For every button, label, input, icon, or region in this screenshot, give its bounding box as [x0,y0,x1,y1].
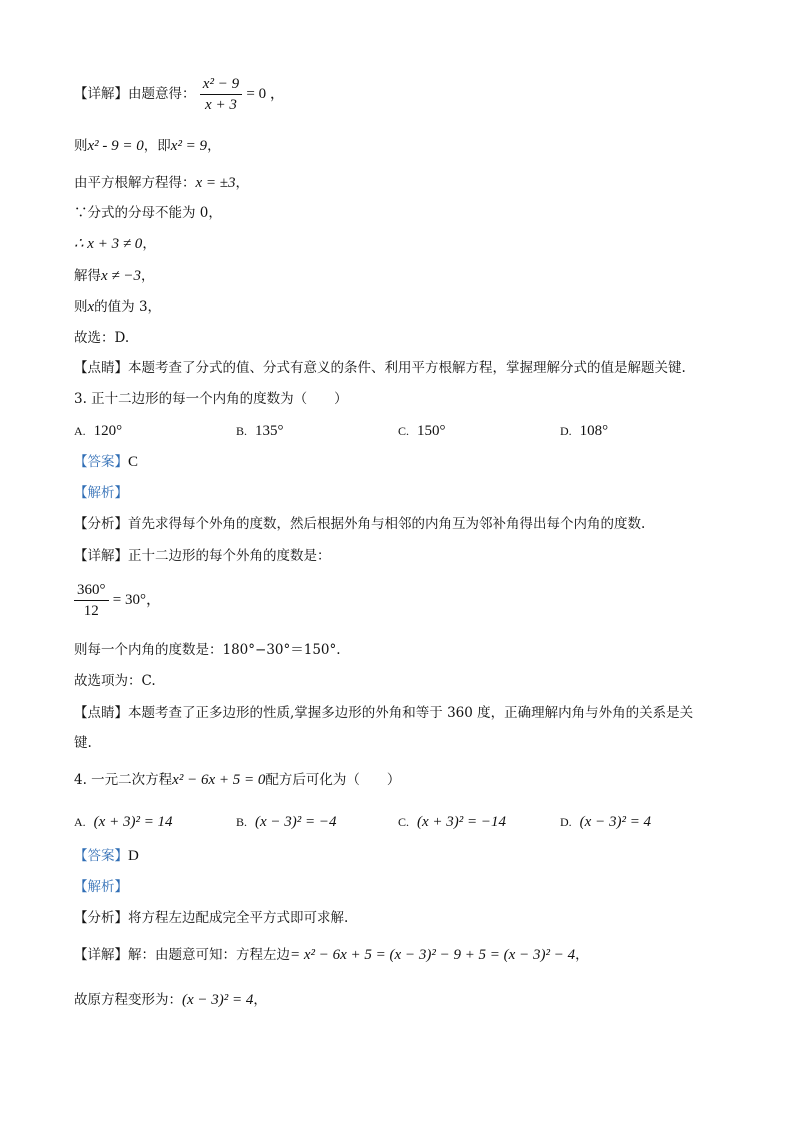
q3-xiangjie [74,546,331,566]
detail-tag: 【详解】 [74,86,128,102]
equation-x-pm3: x = ±3 [195,175,236,191]
q3-inner-angle: 则每一个内角的度数是：180°−30°＝150°. [74,642,341,658]
q4-option-d [560,812,651,832]
fraction-rhs: = 30°， [112,592,162,608]
detail-text: 由题意得： [128,86,196,102]
option-value: (x + 3)² = −14 [417,814,507,830]
fraction-360-over-12 [74,580,109,621]
option-value: (x + 3)² = 14 [93,814,173,830]
fenxi-tag: 【分析】 [74,516,128,532]
q3-choice: 故选项为：C. [74,673,156,689]
q3-dianjing-1 [74,703,693,723]
text-ji: ，即 [143,138,171,154]
line-sqrt-solve [74,173,249,193]
dianjing-text: 本题考查了分式的值、分式有意义的条件、利用平方根解方程，掌握理解分式的值是解题关键. [128,360,686,376]
q3-option-b [236,421,284,441]
xiangjie-text: 正十二边形的每个外角的度数是： [128,548,331,564]
q4-option-c [398,812,506,832]
line-denominator-nonzero: ∵分式的分母不能为 0， [74,205,222,221]
q4-final [74,990,267,1010]
q4-fenxi [74,908,348,928]
q3-fraction-line [74,580,161,621]
detail-line-fraction [74,74,285,115]
fraction-numerator: 360° [74,580,109,601]
line-x2-minus-9 [74,136,221,156]
option-value: 108° [579,423,609,439]
q3-fenxi [74,514,645,534]
final-equation: (x − 3)² = 4 [182,992,254,1008]
comma: ， [253,992,267,1008]
q3-option-d [560,421,608,441]
xiangjie-text: 解：由题意可知：方程左边 [128,947,290,963]
var-x: x [87,299,95,315]
dianjing-text: 本题考查了正多边形的性质,掌握多边形的外角和等于 360 度，正确理解内角与外角的关系是关 [128,705,694,721]
final-text: 故原方程变形为： [74,992,182,1008]
q3-option-c [398,421,446,441]
fenxi-text: 首先求得每个外角的度数，然后根据外角与相邻的内角互为邻补角得出每个内角的度数. [128,516,646,532]
fenxi-tag: 【分析】 [74,910,128,926]
question-4-stem [74,770,400,790]
stem-post: 配方后可化为（ ） [265,772,401,788]
equation-x2-equals-9: x² = 9 [170,138,208,154]
equation-x3-neq-0: ∴ x + 3 ≠ 0 [74,236,143,252]
option-label: A. [74,424,86,438]
line-x3-neq-0 [74,234,156,254]
fraction-numerator: x² − 9 [200,74,242,95]
stem-equation: x² − 6x + 5 = 0 [172,772,266,788]
option-label: C. [398,815,410,829]
q3-answer [74,452,138,472]
xiangjie-tag: 【详解】 [74,947,128,963]
fraction-denominator: 12 [83,603,99,619]
comma: ， [575,947,589,963]
option-label: C. [398,424,410,438]
text-ze: 则 [74,299,88,315]
q4-option-a [74,812,173,832]
q4-analysis-tag: 【解析】 [74,879,128,895]
stem-pre: 4. 一元二次方程 [74,772,173,788]
q3-option-a [74,421,122,441]
q4-answer [74,846,139,866]
fraction-x2-9-over-x3 [200,74,242,115]
answer-tag: 【答案】 [74,848,128,864]
option-label: A. [74,815,86,829]
option-label: D. [560,815,572,829]
q4-xiangjie [74,945,589,965]
equation-x2-minus-9: x² - 9 = 0 [87,138,144,154]
option-value: 150° [417,423,446,439]
option-label: B. [236,815,248,829]
fraction-rhs: = 0 ， [246,86,285,102]
option-value: 135° [255,423,284,439]
text-sqrt-solve: 由平方根解方程得： [74,175,196,191]
xiangjie-tag: 【详解】 [74,548,128,564]
text-ze: 则 [74,138,88,154]
line-x-neq-minus3 [74,266,155,286]
option-value: (x − 3)² = −4 [255,814,337,830]
text-value-3: 的值为 3， [94,299,162,315]
answer-tag: 【答案】 [74,454,128,470]
option-value: 120° [93,423,123,439]
dianjing-tag: 【点睛】 [74,360,128,376]
fraction-denominator: x + 3 [205,97,237,113]
comma: ， [141,268,155,284]
option-value: (x − 3)² = 4 [579,814,652,830]
comma: ， [142,236,156,252]
text-jiede: 解得 [74,268,101,284]
comma: ， [207,138,221,154]
q4-option-b [236,812,337,832]
fenxi-text: 将方程左边配成完全平方式即可求解. [128,910,349,926]
q3-dianjing-2: 键. [74,735,92,751]
option-label: B. [236,424,248,438]
equation-x-neq-minus3: x ≠ −3 [101,268,142,284]
q3-analysis-tag: 【解析】 [74,485,128,501]
option-label: D. [560,424,572,438]
answer-value: C [128,454,139,470]
answer-value: D [128,848,139,864]
line-choose-d: 故选：D. [74,330,130,346]
xiangjie-equation: = x² − 6x + 5 = (x − 3)² − 9 + 5 = (x − 3)² − 4 [290,947,576,963]
line-x-value [74,297,161,317]
line-dianjing-1 [74,358,686,378]
comma: ， [235,175,250,191]
dianjing-tag: 【点睛】 [74,705,128,721]
question-3-stem: 3. 正十二边形的每一个内角的度数为（ ） [74,391,348,407]
